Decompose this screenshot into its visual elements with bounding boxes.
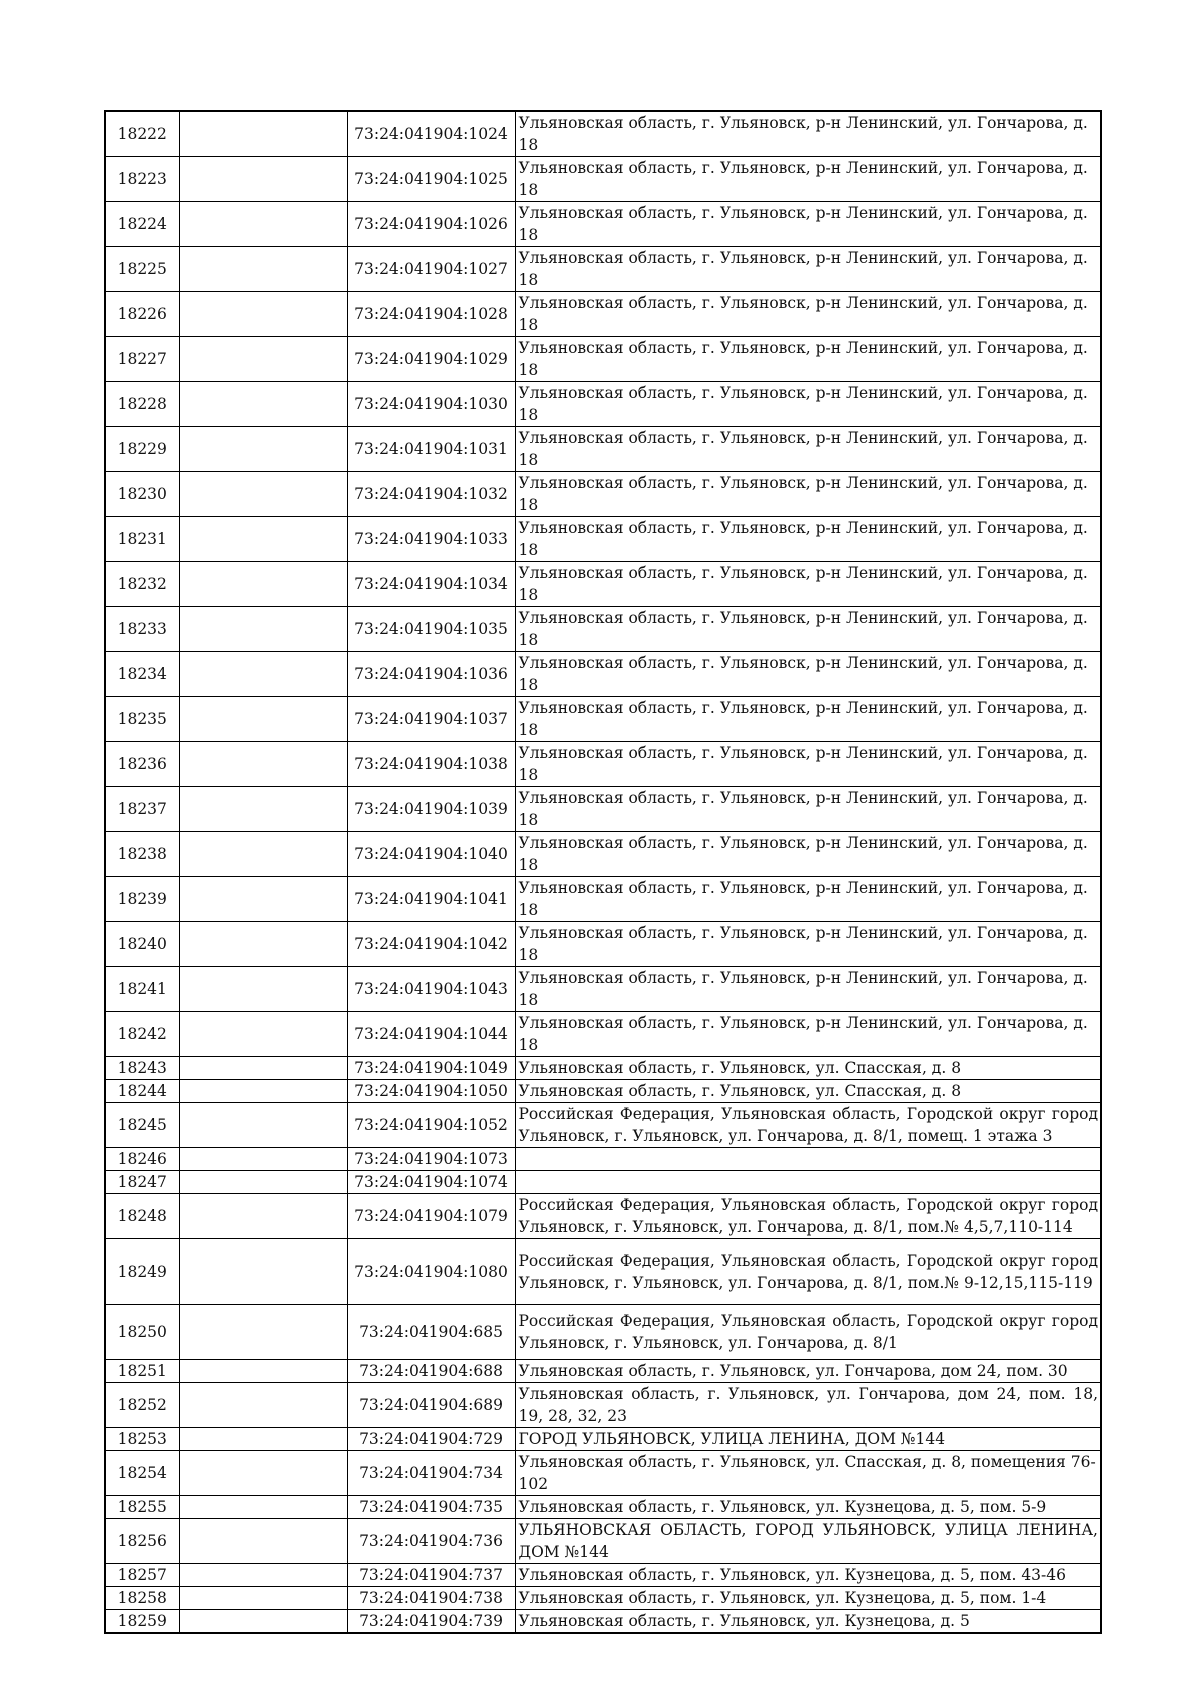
- cadastral-number-cell: 73:24:041904:1025: [347, 157, 515, 202]
- empty-cell: [179, 1239, 347, 1305]
- address-cell: Ульяновская область, г. Ульяновск, р-н Ленинский, ул. Гончарова, д. 18: [515, 517, 1101, 562]
- cadastral-register-table: [104, 110, 1102, 1634]
- address-cell: Ульяновская область, г. Ульяновск, р-н Ленинский, ул. Гончарова, д. 18: [515, 742, 1101, 787]
- address-cell: Ульяновская область, г. Ульяновск, р-н Ленинский, ул. Гончарова, д. 18: [515, 472, 1101, 517]
- row-number-cell: 18235: [105, 697, 179, 742]
- register-body: [105, 111, 1101, 1633]
- address-cell: Ульяновская область, г. Ульяновск, р-н Ленинский, ул. Гончарова, д. 18: [515, 607, 1101, 652]
- row-number-cell: 18225: [105, 247, 179, 292]
- table-row: [105, 111, 1101, 157]
- empty-cell: [179, 787, 347, 832]
- row-number-cell: 18226: [105, 292, 179, 337]
- cadastral-number-cell: 73:24:041904:1038: [347, 742, 515, 787]
- address-cell: Ульяновская область, г. Ульяновск, р-н Ленинский, ул. Гончарова, д. 18: [515, 202, 1101, 247]
- cadastral-number-cell: 73:24:041904:1024: [347, 111, 515, 157]
- row-number-cell: 18230: [105, 472, 179, 517]
- address-cell: [515, 1148, 1101, 1171]
- table-row: [105, 877, 1101, 922]
- row-number-cell: 18236: [105, 742, 179, 787]
- address-cell: Ульяновская область, г. Ульяновск, р-н Ленинский, ул. Гончарова, д. 18: [515, 922, 1101, 967]
- empty-cell: [179, 1519, 347, 1564]
- address-cell: Ульяновская область, г. Ульяновск, р-н Ленинский, ул. Гончарова, д. 18: [515, 967, 1101, 1012]
- empty-cell: [179, 1383, 347, 1428]
- row-number-cell: 18248: [105, 1194, 179, 1239]
- empty-cell: [179, 202, 347, 247]
- cadastral-number-cell: 73:24:041904:1032: [347, 472, 515, 517]
- cadastral-number-cell: 73:24:041904:738: [347, 1587, 515, 1610]
- cadastral-number-cell: 73:24:041904:739: [347, 1610, 515, 1634]
- cadastral-number-cell: 73:24:041904:1039: [347, 787, 515, 832]
- empty-cell: [179, 1360, 347, 1383]
- row-number-cell: 18247: [105, 1171, 179, 1194]
- cadastral-number-cell: 73:24:041904:1040: [347, 832, 515, 877]
- row-number-cell: 18251: [105, 1360, 179, 1383]
- row-number-cell: 18237: [105, 787, 179, 832]
- table-row: [105, 697, 1101, 742]
- cadastral-number-cell: 73:24:041904:729: [347, 1428, 515, 1451]
- address-cell: Ульяновская область, г. Ульяновск, р-н Ленинский, ул. Гончарова, д. 18: [515, 337, 1101, 382]
- empty-cell: [179, 1148, 347, 1171]
- row-number-cell: 18243: [105, 1057, 179, 1080]
- empty-cell: [179, 247, 347, 292]
- address-cell: Российская Федерация, Ульяновская область, Городской округ город Ульяновск, г. Ульяновск, ул. Гончарова, д. 8/1, пом.№ 9-12,15,115-119: [515, 1239, 1101, 1305]
- row-number-cell: 18239: [105, 877, 179, 922]
- row-number-cell: 18245: [105, 1103, 179, 1148]
- empty-cell: [179, 382, 347, 427]
- address-cell: Ульяновская область, г. Ульяновск, ул. Кузнецова, д. 5, пом. 5-9: [515, 1496, 1101, 1519]
- cadastral-number-cell: 73:24:041904:1031: [347, 427, 515, 472]
- row-number-cell: 18222: [105, 111, 179, 157]
- cadastral-number-cell: 73:24:041904:1035: [347, 607, 515, 652]
- table-row: [105, 382, 1101, 427]
- empty-cell: [179, 697, 347, 742]
- table-row: [105, 607, 1101, 652]
- cadastral-number-cell: 73:24:041904:1050: [347, 1080, 515, 1103]
- cadastral-number-cell: 73:24:041904:1049: [347, 1057, 515, 1080]
- empty-cell: [179, 472, 347, 517]
- table-row: [105, 1610, 1101, 1634]
- row-number-cell: 18228: [105, 382, 179, 427]
- table-row: [105, 247, 1101, 292]
- address-cell: Российская Федерация, Ульяновская область, Городской округ город Ульяновск, г. Ульяновск, ул. Гончарова, д. 8/1: [515, 1305, 1101, 1360]
- row-number-cell: 18223: [105, 157, 179, 202]
- table-row: [105, 1587, 1101, 1610]
- cadastral-number-cell: 73:24:041904:1043: [347, 967, 515, 1012]
- empty-cell: [179, 517, 347, 562]
- table-row: [105, 472, 1101, 517]
- empty-cell: [179, 427, 347, 472]
- table-row: [105, 427, 1101, 472]
- address-cell: Ульяновская область, г. Ульяновск, ул. Кузнецова, д. 5: [515, 1610, 1101, 1634]
- table-row: [105, 1171, 1101, 1194]
- table-row: [105, 1564, 1101, 1587]
- empty-cell: [179, 292, 347, 337]
- address-cell: Ульяновская область, г. Ульяновск, р-н Ленинский, ул. Гончарова, д. 18: [515, 697, 1101, 742]
- table-row: [105, 1428, 1101, 1451]
- table-row: [105, 742, 1101, 787]
- row-number-cell: 18249: [105, 1239, 179, 1305]
- cadastral-number-cell: 73:24:041904:1028: [347, 292, 515, 337]
- table-row: [105, 517, 1101, 562]
- table-row: [105, 787, 1101, 832]
- empty-cell: [179, 967, 347, 1012]
- address-cell: Российская Федерация, Ульяновская область, Городской округ город Ульяновск, г. Ульяновск, ул. Гончарова, д. 8/1, помещ. 1 этажа 3: [515, 1103, 1101, 1148]
- row-number-cell: 18234: [105, 652, 179, 697]
- cadastral-number-cell: 73:24:041904:1042: [347, 922, 515, 967]
- cadastral-number-cell: 73:24:041904:736: [347, 1519, 515, 1564]
- table-row: [105, 157, 1101, 202]
- table-row: [105, 1305, 1101, 1360]
- cadastral-number-cell: 73:24:041904:1036: [347, 652, 515, 697]
- empty-cell: [179, 1171, 347, 1194]
- address-cell: Ульяновская область, г. Ульяновск, р-н Ленинский, ул. Гончарова, д. 18: [515, 787, 1101, 832]
- address-cell: Ульяновская область, г. Ульяновск, ул. Гончарова, дом 24, пом. 30: [515, 1360, 1101, 1383]
- empty-cell: [179, 1496, 347, 1519]
- cadastral-number-cell: 73:24:041904:734: [347, 1451, 515, 1496]
- empty-cell: [179, 1587, 347, 1610]
- cadastral-number-cell: 73:24:041904:1073: [347, 1148, 515, 1171]
- empty-cell: [179, 1305, 347, 1360]
- cadastral-number-cell: 73:24:041904:1052: [347, 1103, 515, 1148]
- row-number-cell: 18240: [105, 922, 179, 967]
- empty-cell: [179, 157, 347, 202]
- empty-cell: [179, 562, 347, 607]
- address-cell: Ульяновская область, г. Ульяновск, р-н Ленинский, ул. Гончарова, д. 18: [515, 652, 1101, 697]
- row-number-cell: 18224: [105, 202, 179, 247]
- cadastral-number-cell: 73:24:041904:1027: [347, 247, 515, 292]
- row-number-cell: 18241: [105, 967, 179, 1012]
- table-row: [105, 1012, 1101, 1057]
- empty-cell: [179, 922, 347, 967]
- row-number-cell: 18256: [105, 1519, 179, 1564]
- cadastral-number-cell: 73:24:041904:689: [347, 1383, 515, 1428]
- address-cell: Ульяновская область, г. Ульяновск, ул. Гончарова, дом 24, пом. 18, 19, 28, 32, 23: [515, 1383, 1101, 1428]
- cadastral-number-cell: 73:24:041904:688: [347, 1360, 515, 1383]
- empty-cell: [179, 1012, 347, 1057]
- table-row: [105, 967, 1101, 1012]
- empty-cell: [179, 1610, 347, 1634]
- cadastral-number-cell: 73:24:041904:735: [347, 1496, 515, 1519]
- cadastral-number-cell: 73:24:041904:1030: [347, 382, 515, 427]
- address-cell: Ульяновская область, г. Ульяновск, р-н Ленинский, ул. Гончарова, д. 18: [515, 111, 1101, 157]
- cadastral-number-cell: 73:24:041904:685: [347, 1305, 515, 1360]
- cadastral-number-cell: 73:24:041904:1074: [347, 1171, 515, 1194]
- cadastral-number-cell: 73:24:041904:1029: [347, 337, 515, 382]
- cadastral-number-cell: 73:24:041904:1034: [347, 562, 515, 607]
- row-number-cell: 18246: [105, 1148, 179, 1171]
- empty-cell: [179, 111, 347, 157]
- empty-cell: [179, 832, 347, 877]
- table-row: [105, 1148, 1101, 1171]
- row-number-cell: 18242: [105, 1012, 179, 1057]
- empty-cell: [179, 1564, 347, 1587]
- cadastral-number-cell: 73:24:041904:1044: [347, 1012, 515, 1057]
- address-cell: Российская Федерация, Ульяновская область, Городской округ город Ульяновск, г. Ульяновск, ул. Гончарова, д. 8/1, пом.№ 4,5,7,110-114: [515, 1194, 1101, 1239]
- table-row: [105, 337, 1101, 382]
- cadastral-number-cell: 73:24:041904:1037: [347, 697, 515, 742]
- table-row: [105, 1383, 1101, 1428]
- row-number-cell: 18227: [105, 337, 179, 382]
- address-cell: Ульяновская область, г. Ульяновск, ул. Кузнецова, д. 5, пом. 43-46: [515, 1564, 1101, 1587]
- empty-cell: [179, 1057, 347, 1080]
- row-number-cell: 18238: [105, 832, 179, 877]
- address-cell: Ульяновская область, г. Ульяновск, р-н Ленинский, ул. Гончарова, д. 18: [515, 157, 1101, 202]
- row-number-cell: 18255: [105, 1496, 179, 1519]
- empty-cell: [179, 337, 347, 382]
- table-row: [105, 652, 1101, 697]
- row-number-cell: 18252: [105, 1383, 179, 1428]
- table-row: [105, 922, 1101, 967]
- table-row: [105, 1360, 1101, 1383]
- cadastral-number-cell: 73:24:041904:737: [347, 1564, 515, 1587]
- address-cell: [515, 1171, 1101, 1194]
- table-row: [105, 292, 1101, 337]
- address-cell: Ульяновская область, г. Ульяновск, ул. Спасская, д. 8: [515, 1057, 1101, 1080]
- table-row: [105, 832, 1101, 877]
- empty-cell: [179, 1080, 347, 1103]
- table-row: [105, 1519, 1101, 1564]
- address-cell: Ульяновская область, г. Ульяновск, р-н Ленинский, ул. Гончарова, д. 18: [515, 247, 1101, 292]
- empty-cell: [179, 742, 347, 787]
- row-number-cell: 18231: [105, 517, 179, 562]
- row-number-cell: 18259: [105, 1610, 179, 1634]
- address-cell: ГОРОД УЛЬЯНОВСК, УЛИЦА ЛЕНИНА, ДОМ №144: [515, 1428, 1101, 1451]
- address-cell: Ульяновская область, г. Ульяновск, р-н Ленинский, ул. Гончарова, д. 18: [515, 877, 1101, 922]
- row-number-cell: 18257: [105, 1564, 179, 1587]
- cadastral-number-cell: 73:24:041904:1080: [347, 1239, 515, 1305]
- table-row: [105, 562, 1101, 607]
- table-row: [105, 1451, 1101, 1496]
- table-row: [105, 1080, 1101, 1103]
- address-cell: УЛЬЯНОВСКАЯ ОБЛАСТЬ, ГОРОД УЛЬЯНОВСК, УЛИЦА ЛЕНИНА, ДОМ №144: [515, 1519, 1101, 1564]
- row-number-cell: 18250: [105, 1305, 179, 1360]
- address-cell: Ульяновская область, г. Ульяновск, р-н Ленинский, ул. Гончарова, д. 18: [515, 427, 1101, 472]
- cadastral-number-cell: 73:24:041904:1026: [347, 202, 515, 247]
- empty-cell: [179, 652, 347, 697]
- empty-cell: [179, 877, 347, 922]
- address-cell: Ульяновская область, г. Ульяновск, ул. Кузнецова, д. 5, пом. 1-4: [515, 1587, 1101, 1610]
- row-number-cell: 18254: [105, 1451, 179, 1496]
- address-cell: Ульяновская область, г. Ульяновск, р-н Ленинский, ул. Гончарова, д. 18: [515, 382, 1101, 427]
- row-number-cell: 18244: [105, 1080, 179, 1103]
- cadastral-number-cell: 73:24:041904:1041: [347, 877, 515, 922]
- cadastral-number-cell: 73:24:041904:1033: [347, 517, 515, 562]
- row-number-cell: 18233: [105, 607, 179, 652]
- address-cell: Ульяновская область, г. Ульяновск, р-н Ленинский, ул. Гончарова, д. 18: [515, 1012, 1101, 1057]
- address-cell: Ульяновская область, г. Ульяновск, р-н Ленинский, ул. Гончарова, д. 18: [515, 562, 1101, 607]
- empty-cell: [179, 1451, 347, 1496]
- address-cell: Ульяновская область, г. Ульяновск, р-н Ленинский, ул. Гончарова, д. 18: [515, 292, 1101, 337]
- empty-cell: [179, 1428, 347, 1451]
- row-number-cell: 18232: [105, 562, 179, 607]
- address-cell: Ульяновская область, г. Ульяновск, ул. Спасская, д. 8: [515, 1080, 1101, 1103]
- table-row: [105, 1194, 1101, 1239]
- row-number-cell: 18258: [105, 1587, 179, 1610]
- row-number-cell: 18229: [105, 427, 179, 472]
- cadastral-number-cell: 73:24:041904:1079: [347, 1194, 515, 1239]
- address-cell: Ульяновская область, г. Ульяновск, ул. Спасская, д. 8, помещения 76-102: [515, 1451, 1101, 1496]
- row-number-cell: 18253: [105, 1428, 179, 1451]
- table-row: [105, 1057, 1101, 1080]
- empty-cell: [179, 1103, 347, 1148]
- table-row: [105, 202, 1101, 247]
- table-row: [105, 1239, 1101, 1305]
- empty-cell: [179, 607, 347, 652]
- table-row: [105, 1103, 1101, 1148]
- address-cell: Ульяновская область, г. Ульяновск, р-н Ленинский, ул. Гончарова, д. 18: [515, 832, 1101, 877]
- empty-cell: [179, 1194, 347, 1239]
- table-row: [105, 1496, 1101, 1519]
